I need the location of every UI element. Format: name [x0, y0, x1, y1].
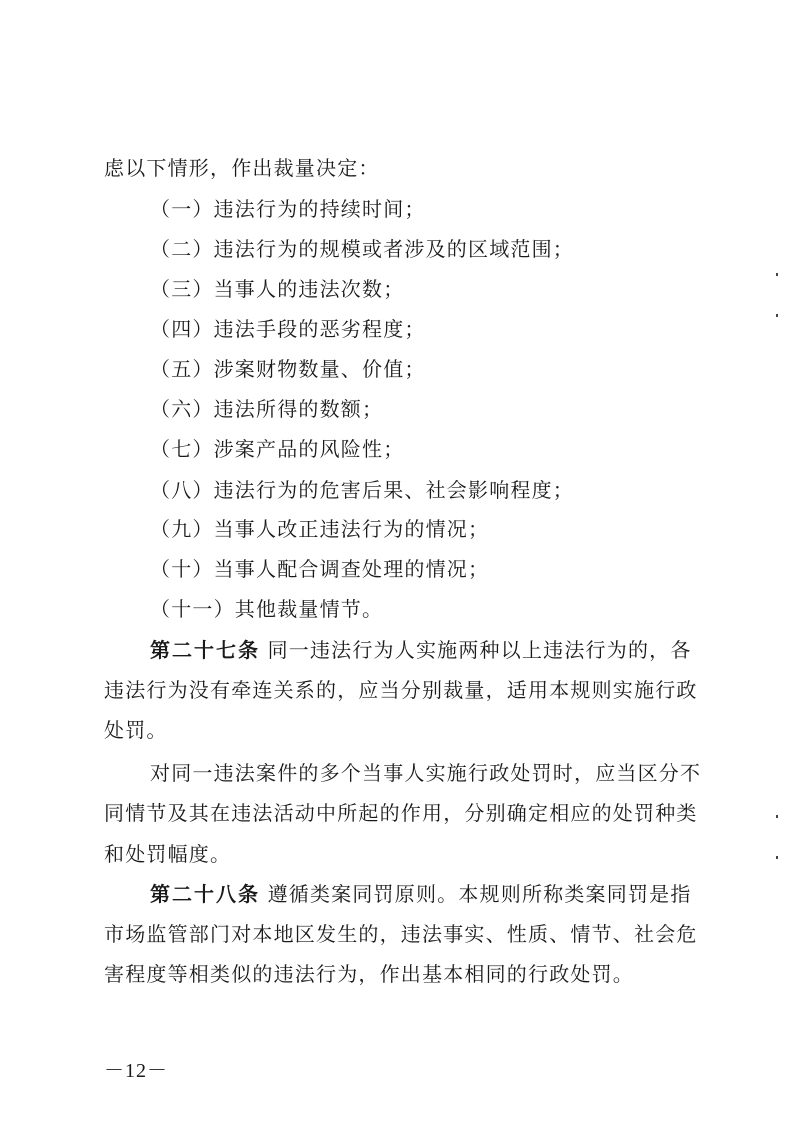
- article-28-heading: 第二十八条: [150, 882, 260, 906]
- list-item-9: （九）当事人改正违法行为的情况；: [150, 517, 490, 541]
- page-number: －12－: [104, 1060, 168, 1082]
- article-28-line-2: 市场监管部门对本地区发生的，违法事实、性质、情节、社会危: [104, 922, 698, 946]
- list-item-10: （十）当事人配合调查处理的情况；: [150, 557, 490, 581]
- article-28-text: 遵循类案同罚原则。本规则所称类案同罚是指: [267, 882, 692, 906]
- list-item-5: （五）涉案财物数量、价值；: [150, 357, 426, 381]
- article-27-line-3: 处罚。: [104, 718, 168, 742]
- paragraph-2-line-1: 对同一违法案件的多个当事人实施行政处罚时，应当区分不: [150, 761, 702, 785]
- article-27-heading: 第二十七条: [150, 638, 260, 662]
- scan-speck: [776, 815, 778, 818]
- list-item-4: （四）违法手段的恶劣程度；: [150, 317, 426, 341]
- list-item-7: （七）涉案产品的风险性；: [150, 437, 405, 461]
- article-27-text: 同一违法行为人实施两种以上违法行为的，各: [267, 638, 692, 662]
- intro-line: 虑以下情形，作出裁量决定：: [104, 156, 380, 180]
- scan-speck: [776, 273, 778, 276]
- list-item-11: （十一）其他裁量情节。: [150, 597, 384, 621]
- paragraph-2-line-2: 同情节及其在违法活动中所起的作用，分别确定相应的处罚种类: [104, 801, 698, 825]
- list-item-3: （三）当事人的违法次数；: [150, 277, 405, 301]
- paragraph-2-line-3: 和处罚幅度。: [104, 842, 232, 866]
- scan-speck: [776, 856, 778, 859]
- list-item-6: （六）违法所得的数额；: [150, 397, 384, 421]
- list-item-1: （一）违法行为的持续时间；: [150, 197, 426, 221]
- scan-speck: [776, 314, 778, 317]
- list-item-8: （八）违法行为的危害后果、社会影响程度；: [150, 478, 574, 502]
- article-27-line-2: 违法行为没有牵连关系的，应当分别裁量，适用本规则实施行政: [104, 678, 698, 702]
- list-item-2: （二）违法行为的规模或者涉及的区域范围；: [150, 237, 574, 261]
- article-28-line-3: 害程度等相类似的违法行为，作出基本相同的行政处罚。: [104, 962, 634, 986]
- article-27-first-line: [150, 637, 692, 663]
- article-28-first-line: [150, 881, 692, 907]
